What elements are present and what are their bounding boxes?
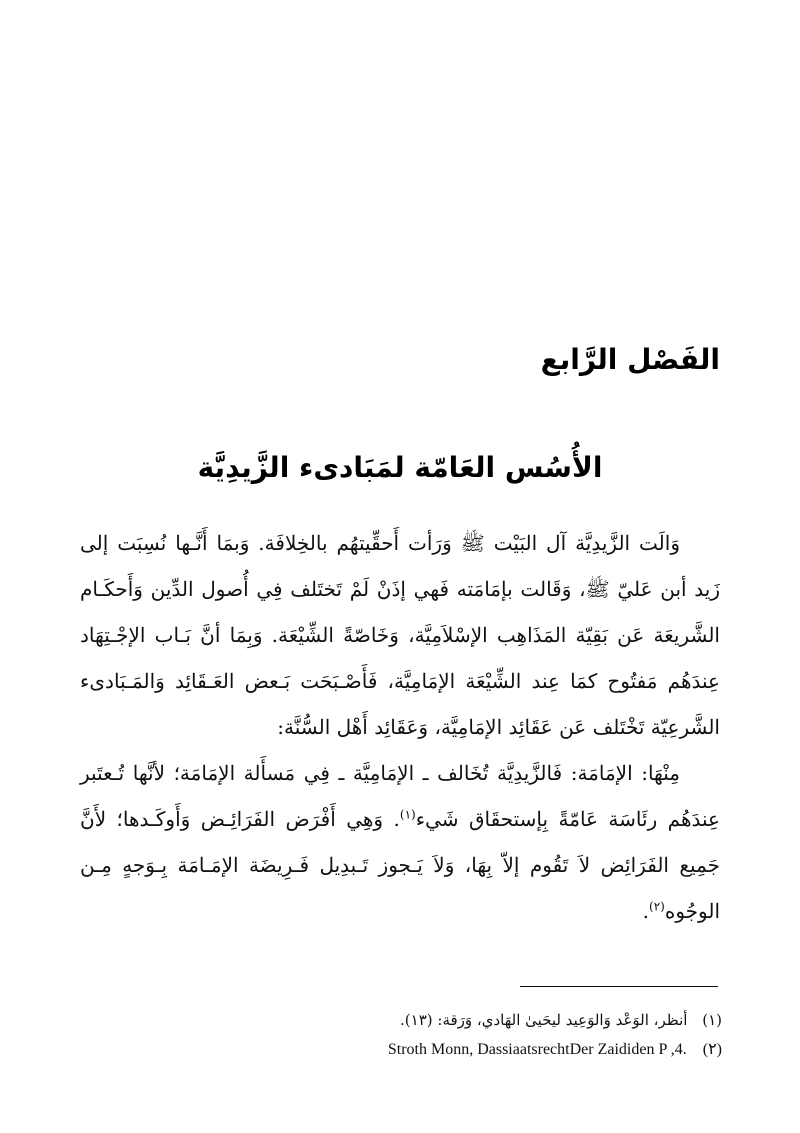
chapter-title: الفَصْل الرَّابع [540, 343, 720, 376]
footnote-2-number: (٢) [702, 1041, 722, 1058]
footnote-1-number: (١) [702, 1011, 722, 1029]
body-text [80, 520, 720, 934]
footnote-2 [80, 1038, 722, 1062]
paragraph-1: وَالَت الزَّيدِيَّة آل البَيْت ﷺ وَرَأت أَحقِّيتهُم بالخِلافَة. وَبمَا أَنَّـها نُسِبَت إلى زَيد أبن عَليّ ﷺ، وَقَالت بإمَامَته فَهي إذَنْ لَمْ تَختَلف فِي أُصول الدِّين وَأَحكَـام الشَّريعَة عَن بَقِيّة المَذَاهِب الإسْلاَمِيَّة، وَخَاصّةً الشِّيْعَة. وَبِمَا أنَّ بَـاب الإجْـتِهَاد عِندَهُم مَفتُوح كمَا عِند الشِّيْعَة الإمَامِيَّة، فَأَصْـبَحَت بَـعض العَـقَائِد وَالمَـبَادىء الشَّرعِيّة تَخْتَلف عَن عَقَائِد الإمَامِيَّة، وَعَقَائِد أَهْل السُّنَّة: [80, 531, 720, 739]
paragraph-2-part-1: مِنْهَا: الإمَامَة: فَالزَّيدِيَّة تُخَالف ـ الإمَامِيَّة ـ فِي مَسأَلة الإمَامَة؛ لأنَّها تُـعتَبر عِندَهُم رئَاسَة عَامّةً بِإستحقَاق شَيء [80, 761, 720, 831]
footnote-ref-1[interactable]: (١) [399, 807, 416, 822]
paragraph-2 [80, 750, 720, 934]
footnote-1 [80, 1008, 722, 1032]
footnote-1-text: أنظر، الوَعْد وَالوَعِيد ليحَيىٰ الهَادي، وَرَقة: (١٣). [400, 1011, 688, 1029]
footnote-ref-2[interactable]: (٢) [649, 899, 665, 914]
footnote-2-text: Stroth Monn, DassiaatsrechtDer Zaididen P ,4. [387, 1041, 687, 1058]
section-title: الأُسُس العَامّة لمَبَادىء الزَّيدِيَّة [197, 451, 603, 484]
paragraph-2-part-3: . [642, 899, 650, 923]
footnote-divider [520, 986, 718, 987]
paragraph-2-part-2: . وَهِي أَفْرَض الفَرَائِـض وَأَوكَـدها؛ لأَنَّ جَمِيع الفَرَائِض لاَ تَقُوم إلاّ بِهَا، وَلاَ يَـجوز تَـبدِيل فَـرِيضَة الإمَـامَة بِـوَجهٍ مِـن الوجُوه [80, 807, 720, 923]
footnotes [80, 1008, 722, 1068]
